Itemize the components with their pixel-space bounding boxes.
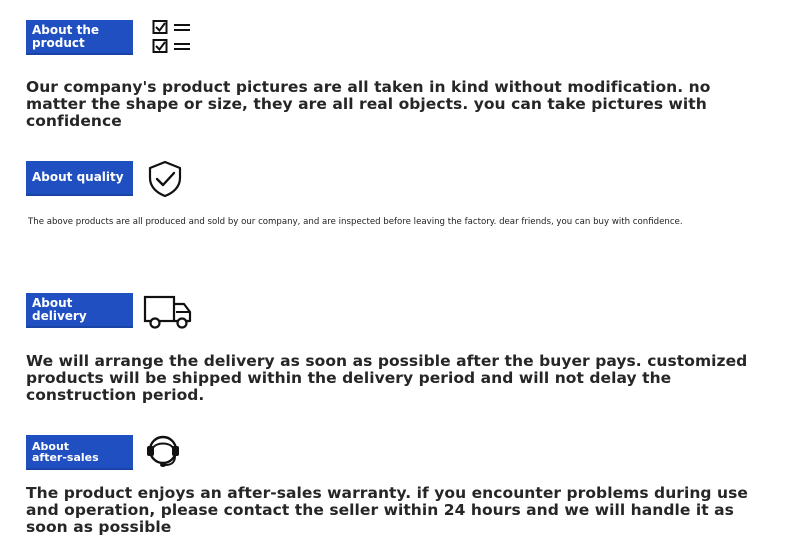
checklist-icon	[152, 19, 192, 55]
badge-line-2: product	[32, 35, 85, 50]
badge-label: About delivery	[32, 295, 87, 323]
badge-line-1: About the	[32, 22, 99, 37]
shield-check-icon	[146, 160, 184, 198]
badge-label: About quality	[32, 170, 124, 184]
delivery-description: We will arrange the delivery as soon as possible after the buyer pays. customized products will be shipped within the delivery period and will not delay the construction period.	[26, 352, 748, 404]
after-sales-description: The product enjoys an after-sales warranty. if you encounter problems during use and operation, please contact the seller within 24 hours and we will handle it as soon as possible	[26, 484, 748, 536]
quality-description: The above products are all produced and sold by our company, and are inspected before leaving the factory. dear friends, you can buy with confidence.	[28, 217, 683, 227]
delivery-truck-icon	[143, 294, 193, 330]
badge-about-delivery	[26, 293, 133, 328]
product-description: Our company's product pictures are all taken in kind without modification. no matter the shape or size, they are all real objects. you can take pictures with confidence	[26, 78, 711, 130]
badge-about-after-sales	[26, 435, 133, 470]
badge-line-2: after-sales	[32, 450, 99, 464]
badge-about-quality	[26, 161, 133, 196]
badge-about-product	[26, 20, 133, 55]
headset-support-icon	[144, 433, 182, 471]
badge-line-1: About	[32, 439, 70, 453]
